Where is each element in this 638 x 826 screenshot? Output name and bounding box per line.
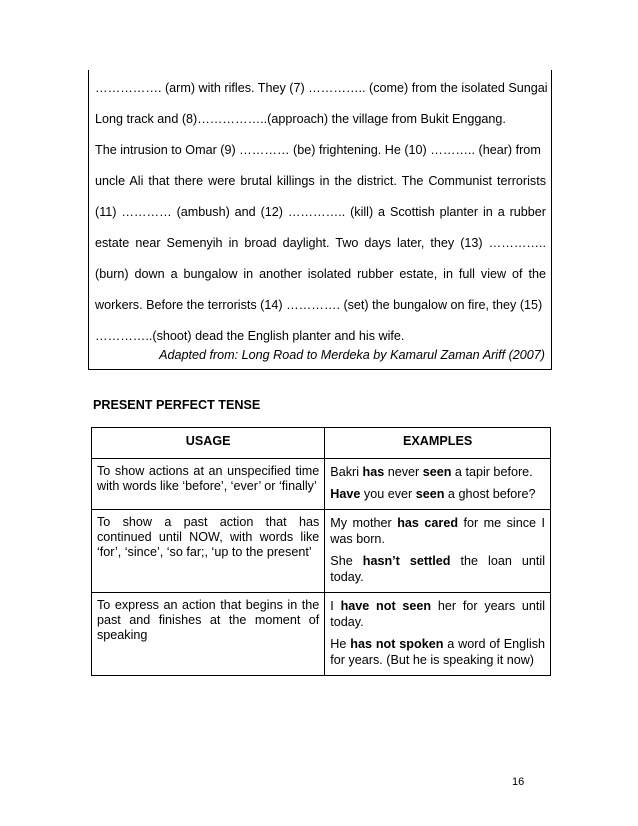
header-usage: USAGE bbox=[92, 428, 325, 459]
passage-box bbox=[88, 70, 552, 370]
examples-cell bbox=[325, 593, 551, 676]
passage-line: workers. Before the terrorists (14) …………. (set) the bungalow on fire, they (15) bbox=[95, 298, 543, 312]
table-header-row bbox=[92, 428, 551, 459]
header-examples: EXAMPLES bbox=[325, 428, 551, 459]
example-sentence: Have you ever seen a ghost before? bbox=[330, 487, 536, 501]
passage-credit: Adapted from: Long Road to Merdeka by Kamarul Zaman Ariff (2007) bbox=[159, 348, 545, 362]
example-sentence: I have not seen her for years until today. bbox=[330, 599, 546, 629]
passage-line: …………..(shoot) dead the English planter and his wife. bbox=[95, 329, 405, 343]
table-row bbox=[92, 593, 551, 676]
examples-cell bbox=[325, 459, 551, 510]
passage-line: Long track and (8)……………..(approach) the village from Bukit Enggang. bbox=[95, 112, 506, 126]
passage-line: (burn) down a bungalow in another isolated rubber estate, in full view of the bbox=[95, 267, 546, 281]
page-number: 16 bbox=[512, 776, 525, 788]
passage-line: estate near Semenyih in broad daylight. Two days later, they (13) ………….. bbox=[95, 236, 546, 250]
passage-line: ……………. (arm) with rifles. They (7) ………….. (come) from the isolated Sungai bbox=[95, 81, 548, 95]
usage-cell: To show a past action that has continued until NOW, with words like ‘for’, ‘since’, ‘so far;, ‘up to the present’ bbox=[92, 510, 325, 593]
example-sentence: He has not spoken a word of English for years. (But he is speaking it now) bbox=[330, 637, 546, 667]
examples-cell bbox=[325, 510, 551, 593]
passage-line: The intrusion to Omar (9) ………… (be) frightening. He (10) ……….. (hear) from bbox=[95, 143, 541, 157]
passage-line: uncle Ali that there were brutal killings in the district. The Communist terrorists bbox=[95, 174, 546, 188]
example-sentence: She hasn’t settled the loan until today. bbox=[330, 554, 545, 584]
table-row bbox=[92, 459, 551, 510]
example-sentence: My mother has cared for me since I was born. bbox=[330, 516, 545, 546]
usage-table bbox=[91, 427, 551, 676]
section-heading: PRESENT PERFECT TENSE bbox=[93, 398, 261, 412]
usage-cell: To show actions at an unspecified time with words like ‘before’, ‘ever’ or ‘finally’ bbox=[92, 459, 325, 510]
example-sentence: Bakri has never seen a tapir before. bbox=[330, 465, 533, 479]
table-row bbox=[92, 510, 551, 593]
passage-line: (11) ………… (ambush) and (12) ………….. (kill) a Scottish planter in a rubber bbox=[95, 205, 546, 219]
usage-cell: To express an action that begins in the past and finishes at the moment of speaking bbox=[92, 593, 325, 676]
